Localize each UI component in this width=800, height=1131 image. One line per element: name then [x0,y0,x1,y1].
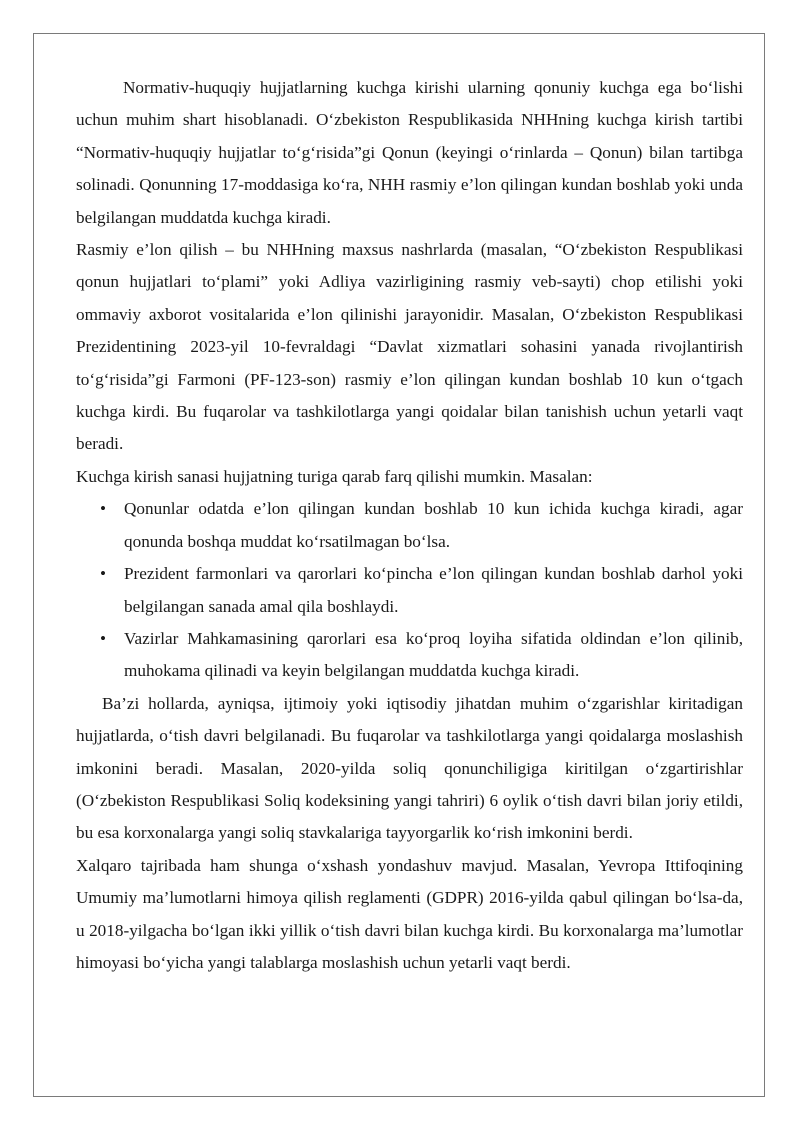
list-item [76,623,743,688]
list-item-text: Qonunlar odatda e’lon qilingan kundan boshlab 10 kun ichida kuchga kiradi, agar qonunda boshqa muddat ko‘rsatilmagan bo‘lsa. [124,499,743,551]
paragraph: Xalqaro tajribada ham shunga o‘xshash yondashuv mavjud. Masalan, Yevropa Ittifoqining Umumiy ma’lumotlarni himoya qilish reglamenti (GDPR) 2016-yilda qabul qilingan bo‘lsa-da, u 2018-yilgacha bo‘lgan ikki yillik o‘tish davri bilan kuchga kirdi. Bu korxonalarga ma’lumotlar himoyasi bo‘yicha yangi talablarga moslashish uchun yetarli vaqt berdi. [76,855,743,972]
list-item-text: Prezident farmonlari va qarorlari ko‘pincha e’lon qilingan kundan boshlab darhol yoki belgilangan sanada amal qila boshlaydi. [124,564,743,616]
list-item-text: Vazirlar Mahkamasining qarorlari esa ko‘proq loyiha sifatida oldindan e’lon qilinib, muhokama qilinadi va keyin belgilangan muddatda kuchga kiradi. [124,628,743,681]
document-body [76,72,743,979]
bullet-list [76,493,743,687]
paragraph: Kuchga kirish sanasi hujjatning turiga qarab farq qilishi mumkin. Masalan: [76,466,593,486]
list-item [76,493,743,558]
paragraph: Normativ-huquqiy hujjatlarning kuchga kirishi ularning qonuniy kuchga ega bo‘lishi uchun muhim shart hisoblanadi. O‘zbekiston Respublikasida NHHning kuchga kirish tartibi “Normativ-huquqiy hujjatlar to‘g‘risida”gi Qonun (keyingi o‘rinlarda – Qonun) bilan tartibga solinadi. Qonunning 17-moddasiga ko‘ra, NHH rasmiy e’lon qilingan kundan boshlab yoki unda belgilangan muddatda kuchga kiradi. [76,78,743,227]
bullet-icon: • [100,628,107,648]
list-item [76,558,743,623]
bullet-icon: • [100,564,107,584]
paragraph: Rasmiy e’lon qilish – bu NHHning maxsus nashrlarda (masalan, “O‘zbekiston Respublikasi qonun hujjatlari to‘plami” yoki Adliya vazirligining rasmiy veb-sayti) chop etilishi yoki ommaviy axborot vositalarida e’lon qilinishi jarayonidir. Masalan, O‘zbekiston Respublikasi Prezidentining 2023-yil 10-fevraldagi “Davlat xizmatlari sohasini yanada rivojlantirish to‘g‘risida”gi Farmoni (PF-123-son) rasmiy e’lon qilingan kundan boshlab 10 kun o‘tgach kuchga kirdi. Bu fuqarolar va tashkilotlarga yangi qoidalar bilan tanishish uchun yetarli vaqt beradi. [76,240,743,454]
bullet-icon: • [100,499,107,519]
paragraph: Ba’zi hollarda, ayniqsa, ijtimoiy yoki iqtisodiy jihatdan muhim o‘zgarishlar kiritadigan hujjatlarda, o‘tish davri belgilanadi. Bu fuqarolar va tashkilotlarga yangi qoidalarga moslashish imkonini beradi. Masalan, 2020-yilda soliq qonunchiligiga kiritilgan o‘zgartirishlar (O‘zbekiston Respublikasi Soliq kodeksining yangi tahriri) 6 oylik o‘tish davri bilan joriy etildi, bu esa korxonalarga yangi soliq stavkalariga tayyorgarlik ko‘rish imkonini berdi. [76,693,743,843]
